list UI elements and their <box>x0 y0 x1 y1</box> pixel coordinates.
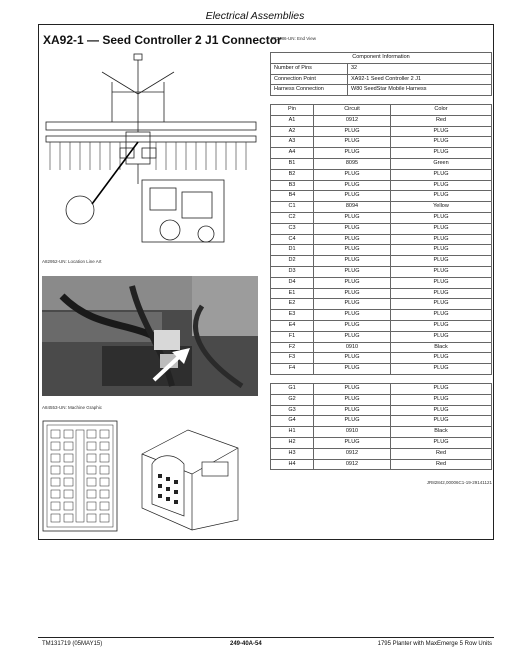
circuit-cell: PLUG <box>314 394 391 405</box>
pin-table-b-body <box>271 384 492 470</box>
pin-row <box>271 115 492 126</box>
color-cell: PLUG <box>391 299 492 310</box>
color-cell: PLUG <box>391 169 492 180</box>
circuit-cell: 0912 <box>314 115 391 126</box>
circuit-column-header: Circuit <box>314 105 391 116</box>
section-title: Electrical Assemblies <box>205 10 305 22</box>
circuit-cell: PLUG <box>314 384 391 395</box>
circuit-cell: PLUG <box>314 137 391 148</box>
pin-table-b <box>270 383 492 470</box>
pin-table-header <box>271 105 492 116</box>
connector-pin-face-icon <box>42 420 118 532</box>
color-cell: PLUG <box>391 148 492 159</box>
pin-row <box>271 191 492 202</box>
circuit-cell: PLUG <box>314 310 391 321</box>
pin-cell: F2 <box>271 342 314 353</box>
pin-row <box>271 202 492 213</box>
pin-row <box>271 137 492 148</box>
location-photo <box>42 276 258 396</box>
pin-cell: H4 <box>271 459 314 470</box>
pin-cell: D3 <box>271 266 314 277</box>
end-view-caption: E72486-UN: End View <box>271 36 316 41</box>
pin-row <box>271 364 492 375</box>
color-cell: PLUG <box>391 416 492 427</box>
color-cell: Red <box>391 459 492 470</box>
color-cell: PLUG <box>391 288 492 299</box>
circuit-cell: PLUG <box>314 266 391 277</box>
color-cell: PLUG <box>391 331 492 342</box>
color-cell: PLUG <box>391 320 492 331</box>
pin-cell: F3 <box>271 353 314 364</box>
circuit-cell: PLUG <box>314 277 391 288</box>
pin-cell: C3 <box>271 223 314 234</box>
info-label: Connection Point <box>271 74 348 85</box>
pin-table-a-body <box>271 115 492 374</box>
footer-rule <box>38 637 494 638</box>
color-cell: PLUG <box>391 137 492 148</box>
pin-row <box>271 353 492 364</box>
circuit-cell: PLUG <box>314 437 391 448</box>
component-info-heading: Component Information <box>271 53 492 64</box>
pin-cell: D4 <box>271 277 314 288</box>
circuit-cell: PLUG <box>314 256 391 267</box>
pin-column-header: Pin <box>271 105 314 116</box>
pin-cell: A4 <box>271 148 314 159</box>
info-value: 32 <box>348 63 492 74</box>
pin-row <box>271 234 492 245</box>
circuit-cell: PLUG <box>314 299 391 310</box>
pin-cell: B2 <box>271 169 314 180</box>
connector-3d-icon <box>128 424 246 532</box>
circuit-cell: PLUG <box>314 212 391 223</box>
pin-row <box>271 384 492 395</box>
location-caption: A82952-UN: Location Line Art <box>42 259 102 264</box>
pin-cell: G2 <box>271 394 314 405</box>
circuit-cell: PLUG <box>314 331 391 342</box>
pin-cell: D2 <box>271 256 314 267</box>
color-cell: PLUG <box>391 180 492 191</box>
pin-cell: C4 <box>271 234 314 245</box>
circuit-cell: 0912 <box>314 459 391 470</box>
circuit-cell: PLUG <box>314 223 391 234</box>
color-cell: PLUG <box>391 394 492 405</box>
pin-row <box>271 437 492 448</box>
pin-row <box>271 169 492 180</box>
info-row <box>271 74 492 85</box>
pin-row <box>271 266 492 277</box>
pin-cell: E2 <box>271 299 314 310</box>
pin-cell: H1 <box>271 427 314 438</box>
pin-row <box>271 158 492 169</box>
circuit-cell: 0910 <box>314 427 391 438</box>
pin-row <box>271 331 492 342</box>
pin-cell: E4 <box>271 320 314 331</box>
color-cell: PLUG <box>391 405 492 416</box>
pin-cell: C1 <box>271 202 314 213</box>
circuit-cell: PLUG <box>314 180 391 191</box>
component-info-table <box>270 52 492 96</box>
pin-row <box>271 320 492 331</box>
pin-cell: C2 <box>271 212 314 223</box>
color-cell: Red <box>391 115 492 126</box>
pin-cell: A1 <box>271 115 314 126</box>
circuit-cell: PLUG <box>314 364 391 375</box>
color-cell: PLUG <box>391 234 492 245</box>
pin-row <box>271 459 492 470</box>
circuit-cell: 0910 <box>314 342 391 353</box>
pin-row <box>271 288 492 299</box>
machine-caption: A84553-UN: Machine Graphic <box>42 405 103 410</box>
pin-cell: E1 <box>271 288 314 299</box>
pin-row <box>271 394 492 405</box>
pin-row <box>271 223 492 234</box>
pin-cell: G4 <box>271 416 314 427</box>
document-code: JR82842,00006C1-19-29141121 <box>426 480 492 485</box>
color-cell: Black <box>391 427 492 438</box>
color-cell: PLUG <box>391 266 492 277</box>
circuit-cell: 0912 <box>314 448 391 459</box>
pin-row <box>271 212 492 223</box>
circuit-cell: PLUG <box>314 405 391 416</box>
info-row <box>271 63 492 74</box>
pin-row <box>271 342 492 353</box>
circuit-cell: PLUG <box>314 148 391 159</box>
pin-row <box>271 126 492 137</box>
color-cell: PLUG <box>391 353 492 364</box>
pin-cell: B4 <box>271 191 314 202</box>
footer-tm-number: TM131719 (05MAY15) <box>42 641 103 647</box>
circuit-cell: PLUG <box>314 245 391 256</box>
info-value: XA92-1 Seed Controller 2 J1 <box>348 74 492 85</box>
color-cell: Yellow <box>391 202 492 213</box>
pin-cell: E3 <box>271 310 314 321</box>
pin-cell: A2 <box>271 126 314 137</box>
pin-row <box>271 448 492 459</box>
footer-manual-title: 1795 Planter with MaxEmerge 5 Row Units <box>377 641 492 647</box>
pin-cell: B3 <box>271 180 314 191</box>
pin-row <box>271 256 492 267</box>
color-cell: PLUG <box>391 223 492 234</box>
info-label: Number of Pins <box>271 63 348 74</box>
color-cell: PLUG <box>391 384 492 395</box>
color-cell: Red <box>391 448 492 459</box>
page-title: XA92-1 — Seed Controller 2 J1 Connector <box>43 33 282 47</box>
pin-row <box>271 245 492 256</box>
color-cell: Black <box>391 342 492 353</box>
pin-row <box>271 427 492 438</box>
color-cell: PLUG <box>391 245 492 256</box>
circuit-cell: PLUG <box>314 288 391 299</box>
pin-row <box>271 416 492 427</box>
pin-cell: F4 <box>271 364 314 375</box>
pin-row <box>271 299 492 310</box>
pin-cell: A3 <box>271 137 314 148</box>
color-cell: PLUG <box>391 212 492 223</box>
color-cell: PLUG <box>391 310 492 321</box>
pin-row <box>271 180 492 191</box>
color-cell: PLUG <box>391 126 492 137</box>
color-cell: PLUG <box>391 437 492 448</box>
circuit-cell: PLUG <box>314 353 391 364</box>
pin-row <box>271 277 492 288</box>
pin-row <box>271 310 492 321</box>
circuit-cell: PLUG <box>314 126 391 137</box>
footer-page-number: 249-40A-54 <box>230 641 262 647</box>
pin-cell: G1 <box>271 384 314 395</box>
pin-table-a <box>270 104 492 375</box>
info-label: Harness Connection <box>271 85 348 96</box>
circuit-cell: PLUG <box>314 191 391 202</box>
pin-cell: D1 <box>271 245 314 256</box>
info-row <box>271 85 492 96</box>
pin-row <box>271 405 492 416</box>
circuit-cell: PLUG <box>314 234 391 245</box>
pin-cell: H3 <box>271 448 314 459</box>
circuit-cell: 8095 <box>314 158 391 169</box>
color-cell: Green <box>391 158 492 169</box>
pin-cell: B1 <box>271 158 314 169</box>
circuit-cell: 8094 <box>314 202 391 213</box>
planter-line-art <box>42 52 260 257</box>
color-cell: PLUG <box>391 364 492 375</box>
color-column-header: Color <box>391 105 492 116</box>
circuit-cell: PLUG <box>314 416 391 427</box>
circuit-cell: PLUG <box>314 169 391 180</box>
color-cell: PLUG <box>391 191 492 202</box>
pin-cell: F1 <box>271 331 314 342</box>
color-cell: PLUG <box>391 277 492 288</box>
circuit-cell: PLUG <box>314 320 391 331</box>
color-cell: PLUG <box>391 256 492 267</box>
info-value: W80 SeedStar Mobile Harness <box>348 85 492 96</box>
pin-row <box>271 148 492 159</box>
pin-cell: G3 <box>271 405 314 416</box>
pin-cell: H2 <box>271 437 314 448</box>
